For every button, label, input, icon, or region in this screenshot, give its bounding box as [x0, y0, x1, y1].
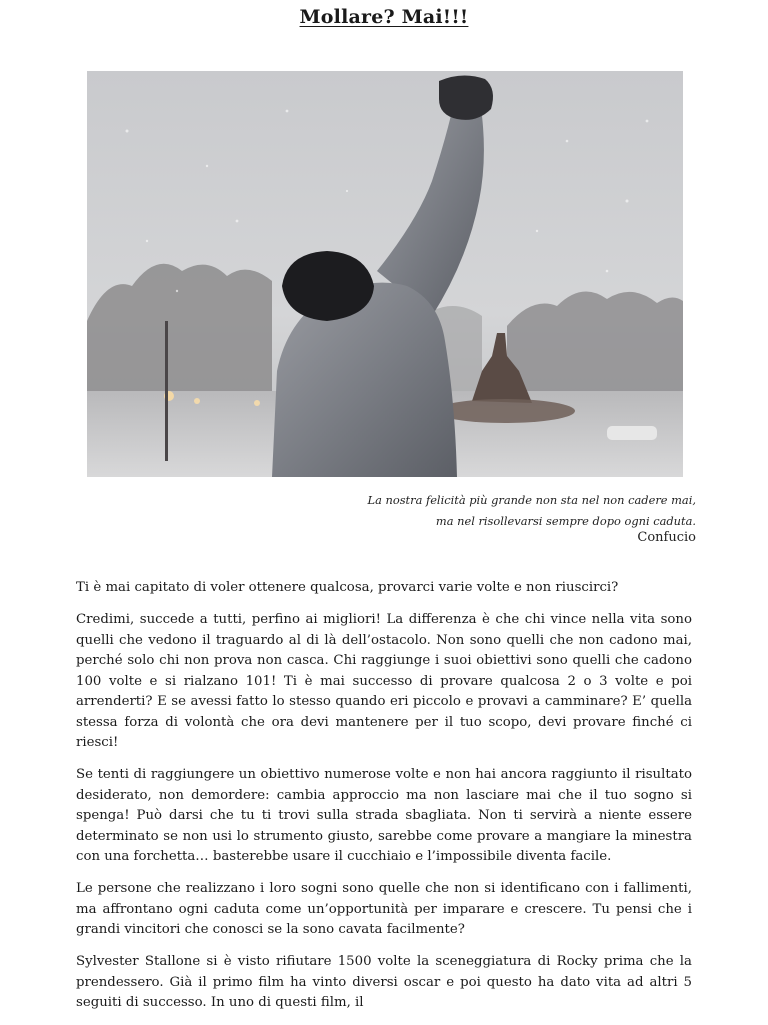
quote-line-1: La nostra felicità più grande non sta nel non cadere mai, — [367, 493, 696, 507]
paragraph: Sylvester Stallone si è visto rifiutare 1500 volte la sceneggiatura di Rocky prima che la prendessero. Già il primo film ha vinto diversi oscar e poi questo ha dato vita ad altri 5 seguiti di successo. In uno di questi film, il — [76, 954, 692, 1010]
quote-line-2: ma nel risollevarsi sempre dopo ogni caduta. — [435, 514, 696, 528]
paragraph: Ti è mai capitato di voler ottenere qualcosa, provarci varie volte e non riuscirci? — [76, 580, 619, 595]
raised-fist-photo — [87, 71, 683, 477]
paragraph: Credimi, succede a tutti, perfino ai migliori! La differenza è che chi vince nella vita sono quelli che vedono il traguardo al di là dell’ostacolo. Non sono quelli che non cadono mai, perché solo chi non prova non casca. Chi raggiunge i suoi obiettivi sono quelli che cadono 100 volte e si rialzano 101! Ti è mai successo di provare qualcosa 2 o 3 volte e poi arrenderti? E se avessi fatto lo stesso quando eri piccolo e provavi a camminare? E’ quella stessa forza di volontà che ora devi mantenere per il tuo scopo, devi provare finché ci riesci! — [76, 612, 692, 750]
quote-author: Confucio — [637, 530, 696, 545]
quote — [196, 490, 696, 532]
page-title: Mollare? Mai!!! — [299, 6, 469, 28]
article-body — [76, 578, 692, 1025]
paragraph: Le persone che realizzano i loro sogni sono quelle che non si identificano con i fallimenti, ma affrontano ogni caduta come un’opportunità per imparare e crescere. Tu pensi che i grandi vincitori che conosci se la sono cavata facilmente? — [76, 881, 692, 937]
paragraph: Se tenti di raggiungere un obiettivo numerose volte e non hai ancora raggiunto il risultato desiderato, non demordere: cambia approccio ma non lasciare mai che il tuo sogno si spenga! Può darsi che tu ti trovi sulla strada sbagliata. Non ti servirà a niente essere determinato se non usi lo strumento giusto, sarebbe come provare a mangiare la minestra con una forchetta… basterebbe usare il cucchiaio e l’impossibile diventa facile. — [76, 767, 692, 864]
